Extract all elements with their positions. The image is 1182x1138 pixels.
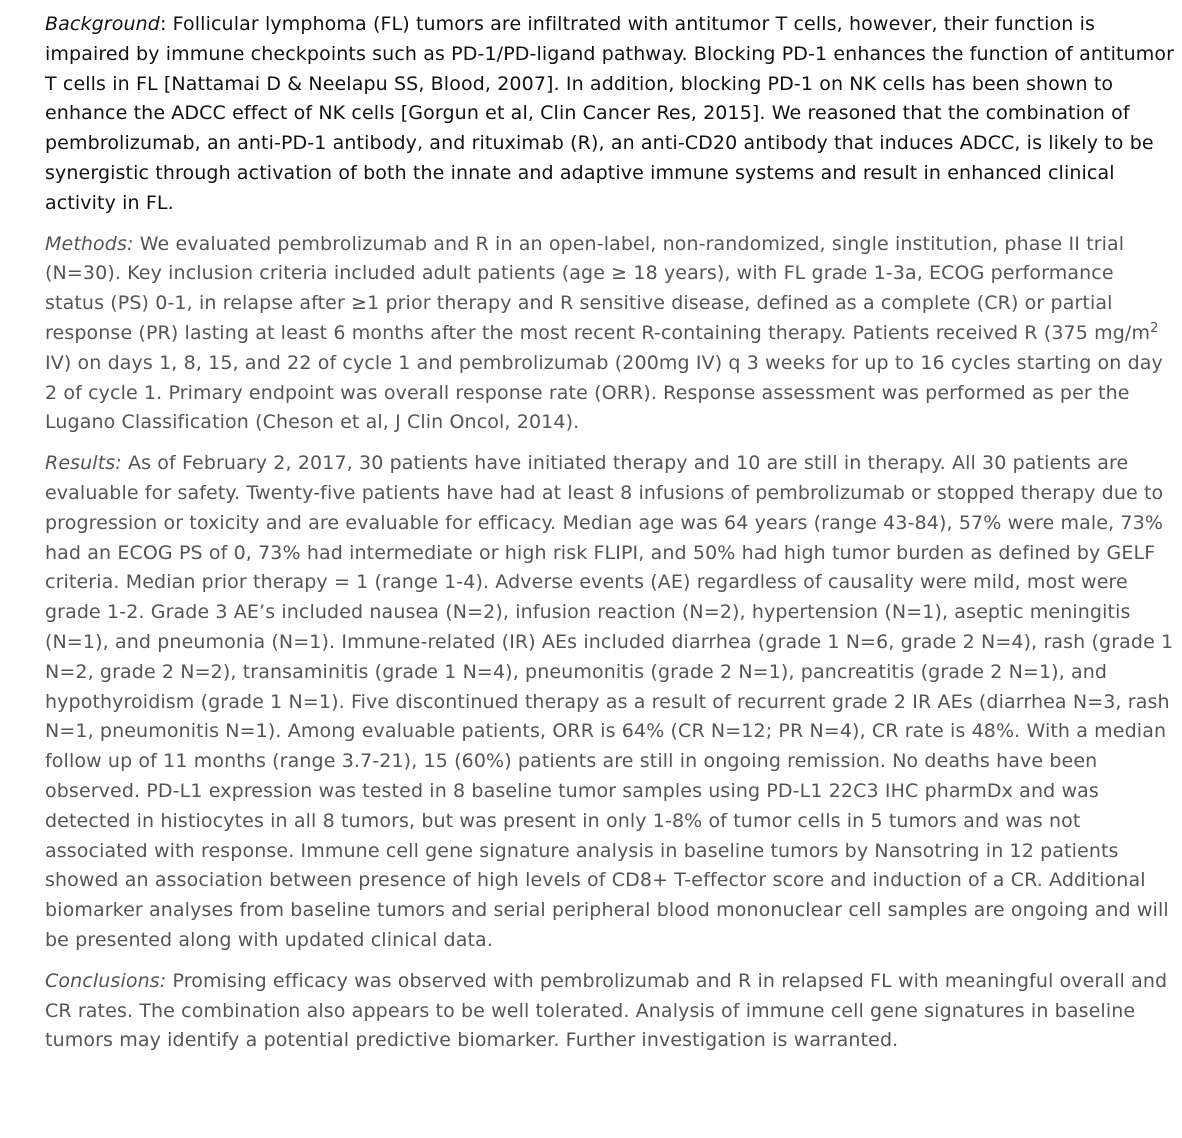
results-label: Results: (45, 452, 122, 475)
methods-label: Methods: (45, 232, 134, 255)
methods-superscript: 2 (1150, 320, 1159, 336)
abstract-body (45, 10, 1177, 1067)
results-paragraph (45, 449, 1177, 956)
conclusions-paragraph (45, 967, 1177, 1056)
background-label: Background (45, 13, 160, 35)
background-paragraph (45, 10, 1177, 219)
results-text: As of February 2, 2017, 30 patients have initiated therapy and 10 are still in therapy. All 30 patients are evaluable for safety. Twenty-five patients have had at least 8 infusions of pembrolizumab or stopped therapy due to progression or toxicity and are evaluable for efficacy. Median age was 64 years (range 43-84), 57% were male, 73% had an ECOG PS of 0, 73% had intermediate or high risk FLIPI, and 50% had high tumor burden as defined by GELF criteria. Median prior therapy = 1 (range 1-4). Adverse events (AE) regardless of causality were mild, most were grade 1-2. Grade 3 AE’s included nausea (N=2), infusion reaction (N=2), hypertension (N=1), aseptic meningitis (N=1), and pneumonia (N=1). Immune-related (IR) AEs included diarrhea (grade 1 N=6, grade 2 N=4), rash (grade 1 N=2, grade 2 N=2), transaminitis (grade 1 N=4), pneumonitis (grade 2 N=1), pancreatitis (grade 2 N=1), and hypothyroidism (grade 1 N=1). Five discontinued therapy as a result of recurrent grade 2 IR AEs (diarrhea N=3, rash N=1, pneumonitis N=1). Among evaluable patients, ORR is 64% (CR N=12; PR N=4), CR rate is 48%. With a median follow up of 11 months (range 3.7-21), 15 (60%) patients are still in ongoing remission. No deaths have been observed. PD-L1 expression was tested in 8 baseline tumor samples using PD-L1 22C3 IHC pharmDx and was detected in histiocytes in all 8 tumors, but was present in only 1-8% of tumor cells in 5 tumors and was not associated with response. Immune cell gene signature analysis in baseline tumors by Nansotring in 12 patients showed an association between presence of high levels of CD8+ T-effector score and induction of a CR. Additional biomarker analyses from baseline tumors and serial peripheral blood mononuclear cell samples are ongoing and will be presented along with updated clinical data. (45, 452, 1174, 951)
methods-text-part-2: IV) on days 1, 8, 15, and 22 of cycle 1 and pembrolizumab (200mg IV) q 3 weeks for up to 16 cycles starting on day 2 of cycle 1. Primary endpoint was overall response rate (ORR). Response assessment was performed as per the Lugano Classification (Cheson et al, J Clin Oncol, 2014). (45, 351, 1163, 434)
methods-text-part-1: We evaluated pembrolizumab and R in an open-label, non-randomized, single institution, phase II trial (N=30). Key inclusion criteria included adult patients (age ≥ 18 years), with FL grade 1-3a, ECOG performance status (PS) 0-1, in relapse after ≥1 prior therapy and R sensitive disease, defined as a complete (CR) or partial response (PR) lasting at least 6 months after the most recent R-containing therapy. Patients received R (375 mg/m (45, 232, 1151, 344)
conclusions-text: Promising efficacy was observed with pembrolizumab and R in relapsed FL with meaningful overall and CR rates. The combination also appears to be well tolerated. Analysis of immune cell gene signatures in baseline tumors may identify a potential predictive biomarker. Further investigation is warranted. (45, 969, 1168, 1052)
background-text: : Follicular lymphoma (FL) tumors are infiltrated with antitumor T cells, however, their function is impaired by immune checkpoints such as PD-1/PD-ligand pathway. Blocking PD-1 enhances the function of antitumor T cells in FL [Nattamai D & Neelapu SS, Blood, 2007]. In addition, blocking PD-1 on NK cells has been shown to enhance the ADCC effect of NK cells [Gorgun et al, Clin Cancer Res, 2015]. We reasoned that the combination of pembrolizumab, an anti-PD-1 antibody, and rituximab (R), an anti-CD20 antibody that induces ADCC, is likely to be synergistic through activation of both the innate and adaptive immune systems and result in enhanced clinical activity in FL. (45, 13, 1175, 214)
methods-paragraph (45, 230, 1177, 439)
conclusions-label: Conclusions: (45, 969, 167, 992)
